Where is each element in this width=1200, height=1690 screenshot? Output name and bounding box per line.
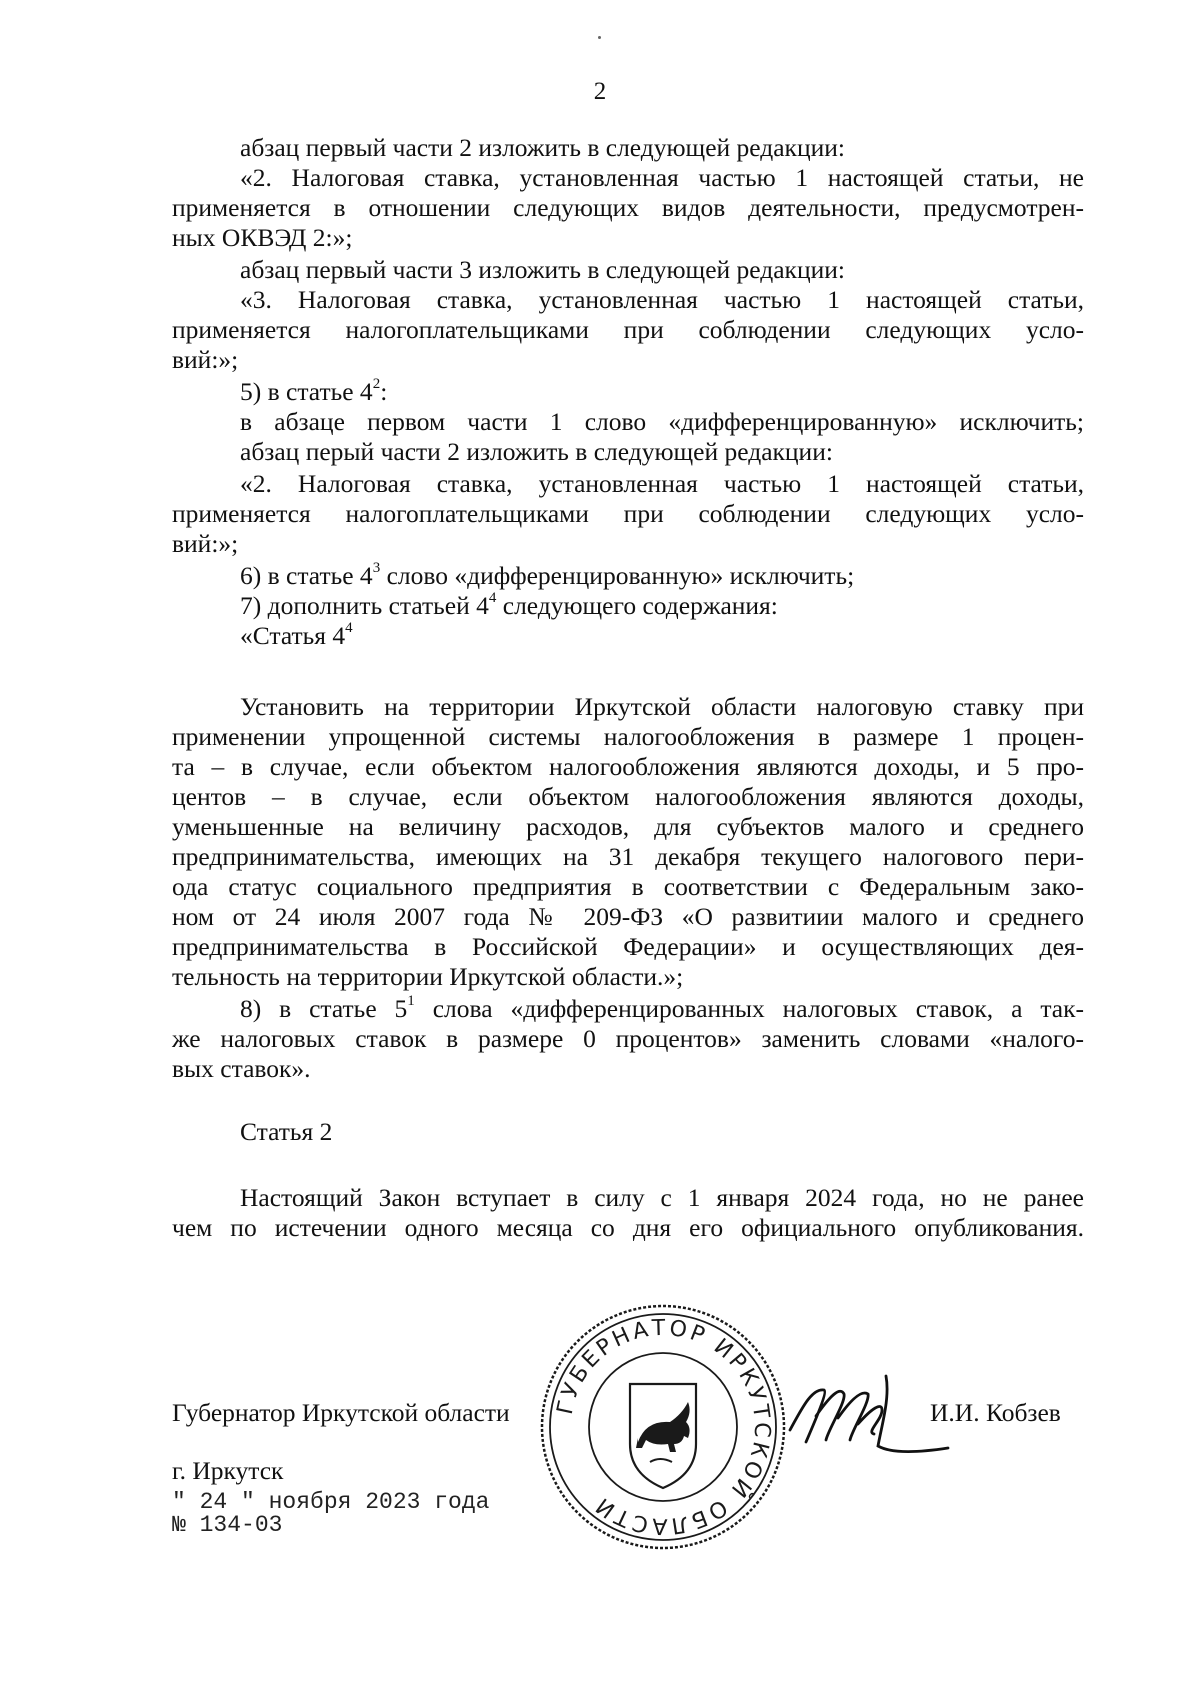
text-segment: та – в случае, если объектом налогообложения являются доходы, и 5 про- — [172, 752, 1084, 781]
superscript-index: 4 — [488, 589, 497, 606]
signatory-position: Губернатор Иркутской области — [172, 1398, 510, 1427]
text-segment: вых ставок». — [172, 1054, 311, 1083]
text-segment: «3. Налоговая ставка, установленная частью 1 настоящей статьи, — [240, 285, 1084, 314]
text-line — [240, 561, 1084, 591]
text-segment: 5) в статье 4 — [240, 377, 373, 406]
handwritten-signature — [782, 1368, 952, 1458]
text-line — [240, 1117, 1084, 1147]
text-segment: 7) дополнить статьей 4 — [240, 591, 489, 620]
text-segment: «2. Налоговая ставка, установленная частью 1 настоящей статьи, — [240, 469, 1084, 498]
page-number: 2 — [593, 78, 607, 105]
text-segment: 6) в статье 4 — [240, 561, 373, 590]
text-segment: Статья 2 — [240, 1117, 333, 1146]
text-segment: чем по истечении одного месяца со дня его официального опубликования. — [172, 1213, 1084, 1242]
text-line — [172, 722, 1084, 752]
text-segment: уменьшенные на величину расходов, для субъектов малого и среднего — [172, 812, 1084, 841]
text-line — [172, 1213, 1084, 1243]
text-line — [240, 377, 1084, 407]
text-segment: вий:»; — [172, 345, 239, 374]
text-segment: применяется налогоплательщиками при соблюдении следующих усло- — [172, 499, 1084, 528]
text-line — [172, 499, 1084, 529]
text-segment: «2. Налоговая ставка, установленная частью 1 настоящей статьи, не — [240, 163, 1084, 192]
text-segment: предпринимательства, имеющих на 31 декабря текущего налогового пери- — [172, 842, 1084, 871]
text-line — [172, 1054, 1084, 1084]
text-line — [240, 1183, 1084, 1213]
law-number: № 134-03 — [172, 1512, 283, 1538]
text-segment: в абзаце первом части 1 слово «дифференцированную» исключить; — [240, 407, 1084, 436]
text-segment: ных ОКВЭД 2:»; — [172, 223, 353, 252]
text-segment: ном от 24 июля 2007 года № 209-ФЗ «О развитиии малого и среднего — [172, 902, 1084, 931]
superscript-index: 1 — [407, 992, 415, 1009]
text-line — [240, 591, 1084, 621]
signing-date: " 24 " ноября 2023 года — [172, 1489, 490, 1515]
text-segment: абзац первый части 3 изложить в следующей редакции: — [240, 255, 845, 284]
seal-text: ГУБЕРНАТОР ИРКУТСКОЙ ОБЛАСТИ — [552, 1315, 775, 1539]
superscript-index: 3 — [372, 559, 381, 576]
text-line — [240, 285, 1084, 315]
text-line — [172, 872, 1084, 902]
text-line — [172, 782, 1084, 812]
babr-icon — [636, 1402, 690, 1452]
text-segment: : — [380, 377, 388, 406]
text-segment: «Статья 4 — [240, 621, 346, 650]
text-segment: абзац перый части 2 изложить в следующей редакции: — [240, 437, 833, 466]
text-segment: вий:»; — [172, 529, 239, 558]
text-line — [240, 994, 1084, 1024]
text-line — [172, 902, 1084, 932]
text-segment: Настоящий Закон вступает в силу с 1 января 2024 года, но не ранее — [240, 1183, 1084, 1212]
text-segment: слово «дифференцированную» исключить; — [380, 561, 855, 590]
text-segment: слова «дифференцированных налоговых ставок, а так- — [414, 994, 1084, 1023]
text-segment: применяется налогоплательщиками при соблюдении следующих усло- — [172, 315, 1084, 344]
signatory-name: И.И. Кобзев — [930, 1398, 1061, 1427]
text-line — [172, 752, 1084, 782]
text-line — [172, 345, 1084, 375]
text-line — [172, 842, 1084, 872]
text-line — [240, 255, 1084, 285]
text-segment: тельность на территории Иркутской области.»; — [172, 962, 684, 991]
text-line — [240, 437, 1084, 467]
text-line — [172, 962, 1084, 992]
text-line — [240, 133, 1084, 163]
superscript-index: 4 — [345, 619, 353, 636]
sable-icon — [650, 1459, 672, 1462]
text-segment: применении упрощенной системы налогообложения в размере 1 процен- — [172, 722, 1084, 751]
text-segment: абзац первый части 2 изложить в следующей редакции: — [240, 133, 845, 162]
text-segment: применяется в отношении следующих видов деятельности, предусмотрен- — [172, 193, 1084, 222]
text-segment: ода статус социального предприятия в соответствии с Федеральным зако- — [172, 872, 1084, 901]
text-line — [172, 1024, 1084, 1054]
superscript-index: 2 — [372, 375, 381, 392]
text-line — [240, 692, 1084, 722]
text-line — [240, 621, 1084, 651]
text-line — [172, 932, 1084, 962]
text-line — [172, 223, 1084, 253]
official-seal — [538, 1302, 788, 1552]
text-line — [240, 469, 1084, 499]
text-segment: центов – в случае, если объектом налогообложения являются доходы, — [172, 782, 1084, 811]
text-line — [172, 529, 1084, 559]
text-line — [240, 163, 1084, 193]
text-segment: следующего содержания: — [496, 591, 778, 620]
text-segment: же налоговых ставок в размере 0 процентов» заменить словами «налого- — [172, 1024, 1084, 1053]
text-line — [240, 407, 1084, 437]
text-line — [172, 812, 1084, 842]
scan-speck — [598, 36, 601, 39]
text-segment: Установить на территории Иркутской области налоговую ставку при — [240, 692, 1084, 721]
text-segment: 8) в статье 5 — [240, 994, 408, 1023]
text-segment: предпринимательства в Российской Федерации» и осуществляющих дея- — [172, 932, 1084, 961]
signing-city: г. Иркутск — [172, 1456, 284, 1485]
text-line — [172, 193, 1084, 223]
text-line — [172, 315, 1084, 345]
